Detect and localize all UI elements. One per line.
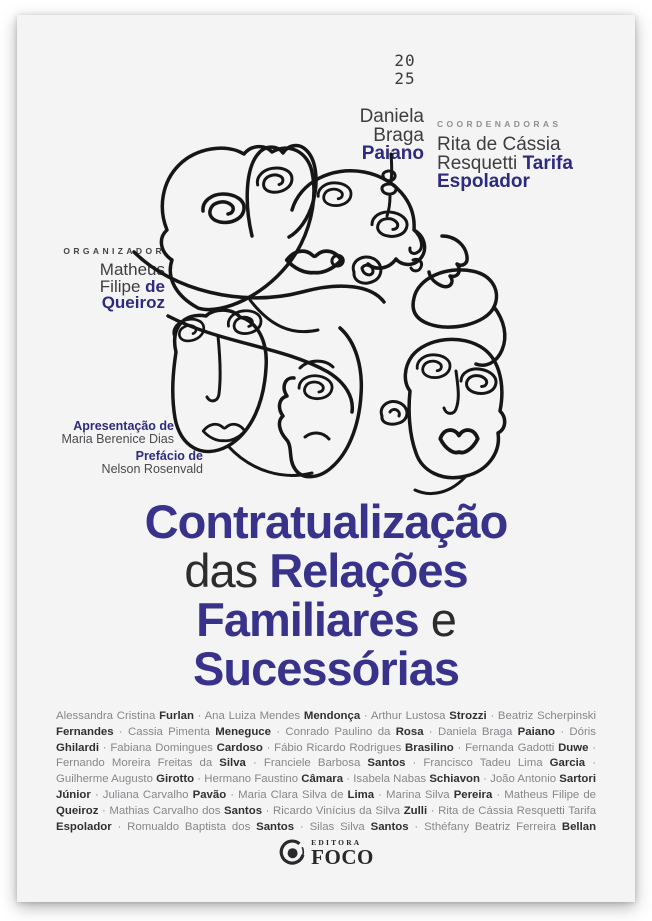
title-word-e: e	[430, 593, 456, 646]
organizer-surname: de Queiroz	[101, 276, 165, 312]
title-line-1	[17, 497, 635, 546]
authors-list: Alessandra Cristina Furlan · Ana Luiza Mendes Mendonça · Arthur Lustosa Strozzi · Beatriz Scherpinski Fernandes · Cassia Pimenta Meneguce · Conrado Paulino da Rosa · Daniela Braga Paiano · Dóris Ghilardi · Fabiana Domingues Cardoso · Fábio Ricardo Rodrigues Brasilino · Fernanda Gadotti Duwe · Fernando Moreira Freitas da Silva · Franciele Barbosa Santos · Francisco Tadeu Lima Garcia · Guilherme Augusto Girotto · Hermano Faustino Câmara · Isabela Nabas Schiavon · João Antonio Sartori Júnior · Juliana Carvalho Pavão · Maria Clara Silva de Lima · Marina Silva Pereira · Matheus Filipe de Queiroz · Mathias Carvalho dos Santos · Ricardo Vinícius da Silva Zulli · Rita de Cássia Resquetti Tarifa Espolador · Romualdo Baptista dos Santos · Silas Silva Santos · Sthéfany Beatriz Ferreira Bellan	[56, 710, 597, 833]
coordinator-1-first: Daniela Braga	[359, 106, 424, 146]
line-art-faces-illustration	[132, 140, 542, 510]
year-top: 20	[394, 51, 416, 70]
publisher-wordmark	[311, 839, 374, 867]
presentation-name: Maria Berenice Dias	[61, 432, 174, 446]
preface-role: Prefácio de	[135, 449, 203, 463]
title-word-das: das	[184, 544, 258, 597]
presentation-role: Apresentação de	[73, 419, 174, 433]
foco-logo-icon	[278, 839, 306, 867]
preface-name: Nelson Rosenvald	[101, 462, 203, 476]
title-word-relacoes: Relações	[269, 544, 468, 597]
title-line-3	[17, 595, 635, 644]
title-line-2	[17, 546, 635, 595]
title-word-sucessorias: Sucessórias	[193, 642, 459, 695]
publisher-logo	[17, 839, 635, 867]
title-line-4	[17, 644, 635, 693]
coordinators-label: COORDENADORAS	[437, 119, 562, 129]
year-bottom: 25	[394, 69, 416, 88]
title-word-contratualizacao: Contratualização	[144, 495, 508, 548]
book-cover	[17, 15, 635, 902]
organizer-label: ORGANIZADOR	[63, 246, 165, 256]
book-title	[17, 497, 635, 693]
coordinator-2-first: Rita de Cássia Resquetti	[437, 134, 561, 174]
publisher-label: EDITORA	[311, 838, 362, 847]
publisher-name: FOCO	[311, 845, 374, 869]
coordinator-2-surname: Tarifa Espolador	[437, 152, 573, 192]
organizer-first: Matheus Filipe	[99, 260, 165, 296]
edition-year	[383, 52, 427, 88]
title-word-familiares: Familiares	[196, 593, 419, 646]
coordinator-1-surname: Paiano	[361, 143, 424, 164]
